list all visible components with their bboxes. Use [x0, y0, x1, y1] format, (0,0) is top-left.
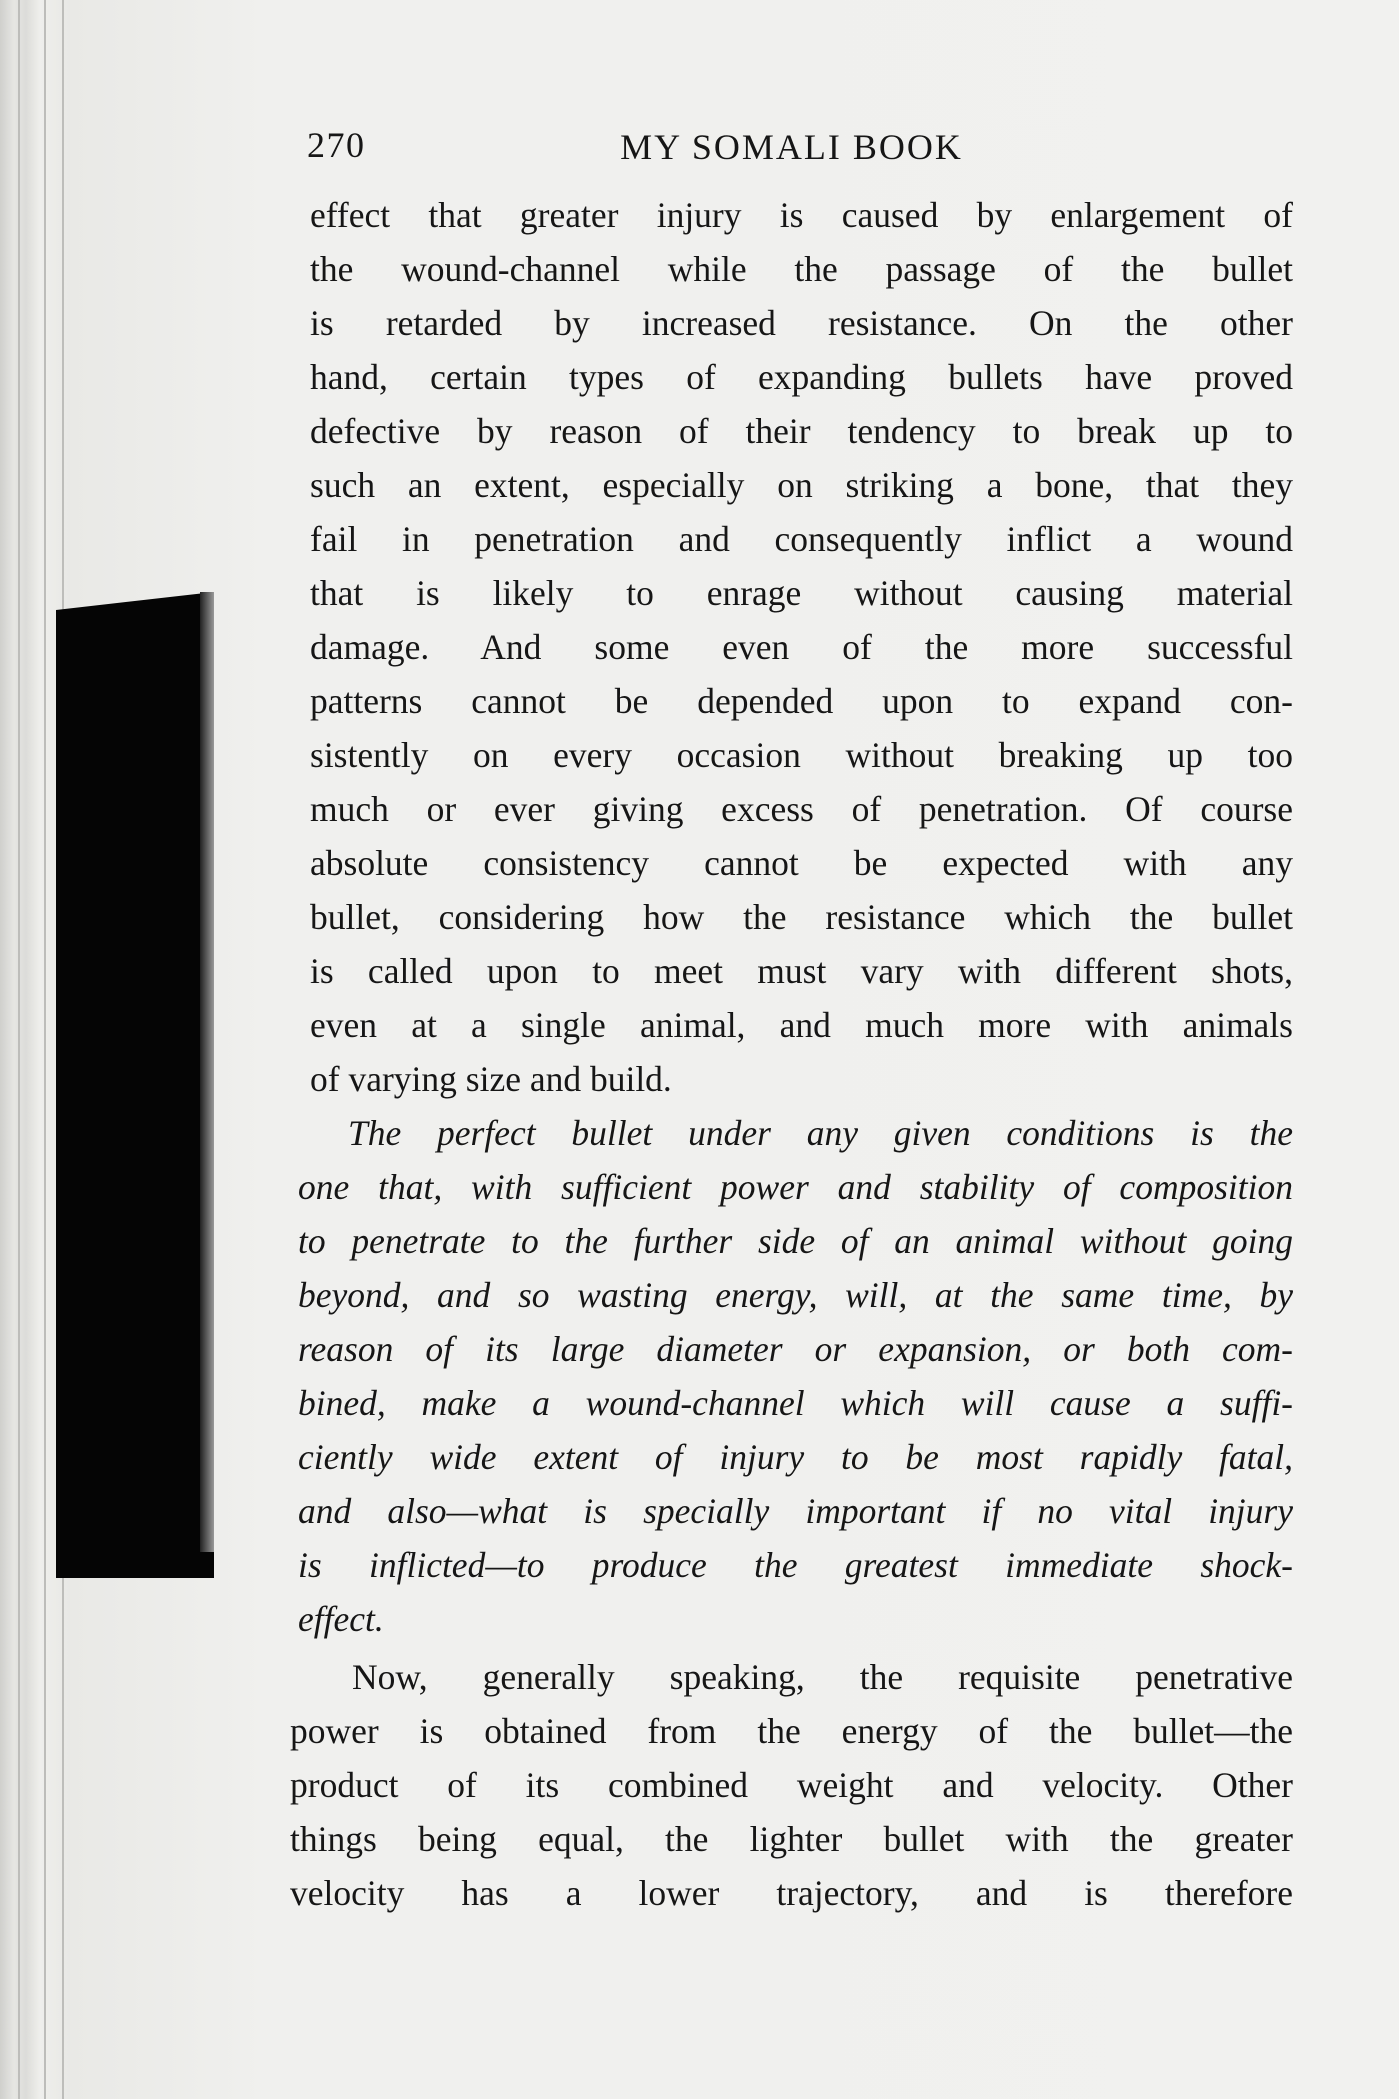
text-line: of varying size and build. [310, 1059, 672, 1099]
text-line: one that, with sufficient power and stability of composition [298, 1167, 1293, 1207]
text-line: is called upon to meet must vary with different shots, [310, 951, 1293, 991]
text-line: things being equal, the lighter bullet with the greater [290, 1819, 1293, 1859]
text-line: patterns cannot be depended upon to expand con- [310, 681, 1293, 721]
text-line: is retarded by increased resistance. On the other [310, 303, 1293, 343]
text-line: the wound-channel while the passage of the bullet [310, 249, 1293, 289]
text-line: Now, generally speaking, the requisite penetrative [352, 1657, 1293, 1697]
text-line: to penetrate to the further side of an animal without going [298, 1221, 1293, 1261]
text-line: hand, certain types of expanding bullets have proved [310, 357, 1293, 397]
text-line: defective by reason of their tendency to break up to [310, 411, 1293, 451]
paragraph-2-italic [290, 1106, 1293, 1646]
text-line: sistently on every occasion without breaking up too [310, 735, 1293, 775]
text-line: effect. [298, 1599, 384, 1639]
bookmark-tab-edge [200, 592, 214, 1552]
text-line: power is obtained from the energy of the bullet—the [290, 1711, 1293, 1751]
gutter-line [44, 0, 46, 2099]
text-line: is inflicted—to produce the greatest immediate shock- [298, 1545, 1293, 1585]
text-line: damage. And some even of the more successful [310, 627, 1293, 667]
text-line: product of its combined weight and velocity. Other [290, 1765, 1293, 1805]
text-line: absolute consistency cannot be expected with any [310, 843, 1293, 883]
text-line: reason of its large diameter or expansion, or both com- [298, 1329, 1293, 1369]
text-line: beyond, and so wasting energy, will, at the same time, by [298, 1275, 1293, 1315]
black-bookmark-tab [56, 592, 214, 1578]
gutter-line [18, 0, 20, 2099]
text-line: effect that greater injury is caused by enlargement of [310, 195, 1293, 235]
page-header [290, 118, 1293, 188]
paragraph-3 [290, 1650, 1293, 1920]
text-line: ciently wide extent of injury to be most rapidly fatal, [298, 1437, 1293, 1477]
text-line: bined, make a wound-channel which will cause a suffi- [298, 1383, 1293, 1423]
book-page [290, 118, 1293, 1920]
text-line: that is likely to enrage without causing material [310, 573, 1293, 613]
paragraph-1 [290, 188, 1293, 1106]
text-line: bullet, considering how the resistance which the bullet [310, 897, 1293, 937]
running-title: MY SOMALI BOOK [620, 127, 963, 167]
text-line: even at a single animal, and much more with animals [310, 1005, 1293, 1045]
text-line: much or ever giving excess of penetration. Of course [310, 789, 1293, 829]
text-line: and also—what is specially important if no vital injury [298, 1491, 1293, 1531]
text-line: velocity has a lower trajectory, and is therefore [290, 1873, 1293, 1913]
page-number: 270 [307, 125, 366, 165]
text-line: The perfect bullet under any given conditions is the [348, 1113, 1293, 1153]
text-line: such an extent, especially on striking a bone, that they [310, 465, 1293, 505]
text-line: fail in penetration and consequently inflict a wound [310, 519, 1293, 559]
